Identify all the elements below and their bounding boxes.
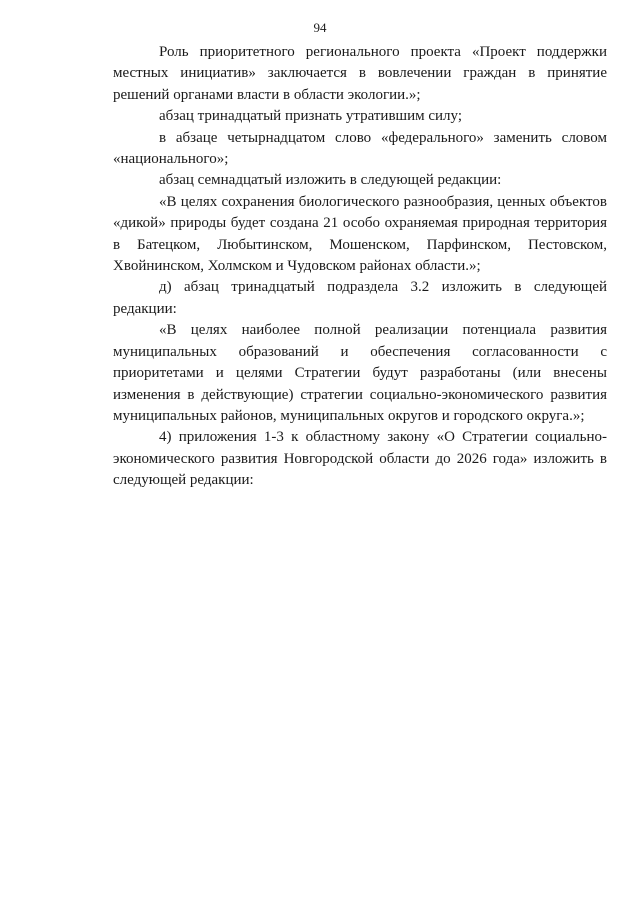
paragraph-3: в абзаце четырнадцатом слово «федерального» заменить словом «национального»; xyxy=(113,129,607,168)
page-number: 94 xyxy=(313,20,327,35)
paragraph-7: «В целях наиболее полной реализации потенциала развития муниципальных образований и обеспечения согласованности с приоритетами и целями Стратегии будут разработаны (или внесены изменения в действующие) стратегии социально-экономического развития муниципальных районов, муниципальных округов и городского округа.»; xyxy=(113,322,607,424)
document-body xyxy=(113,42,607,492)
paragraph-2: абзац тринадцатый признать утратившим силу; xyxy=(159,108,462,125)
paragraph-8: 4) приложения 1-3 к областному закону «О Стратегии социально-экономического развития Новгородской области до 2026 года» изложить в следующей редакции: xyxy=(113,429,607,489)
paragraph-4: абзац семнадцатый изложить в следующей редакции: xyxy=(159,172,502,189)
paragraph-5: «В целях сохранения биологического разнообразия, ценных объектов «дикой» природы будет создана 21 особо охраняемая природная территория в Батецком, Любытинском, Мошенском, Парфинском, Пестовском, Хвойнинском, Холмском и Чудовском районах области.»; xyxy=(113,193,607,275)
paragraph-1: Роль приоритетного регионального проекта «Проект поддержки местных инициатив» заключается в вовлечении граждан в принятие решений органами власти в области экологии.»; xyxy=(113,44,607,103)
paragraph-6: д) абзац тринадцатый подраздела 3.2 изложить в следующей редакции: xyxy=(113,279,607,317)
